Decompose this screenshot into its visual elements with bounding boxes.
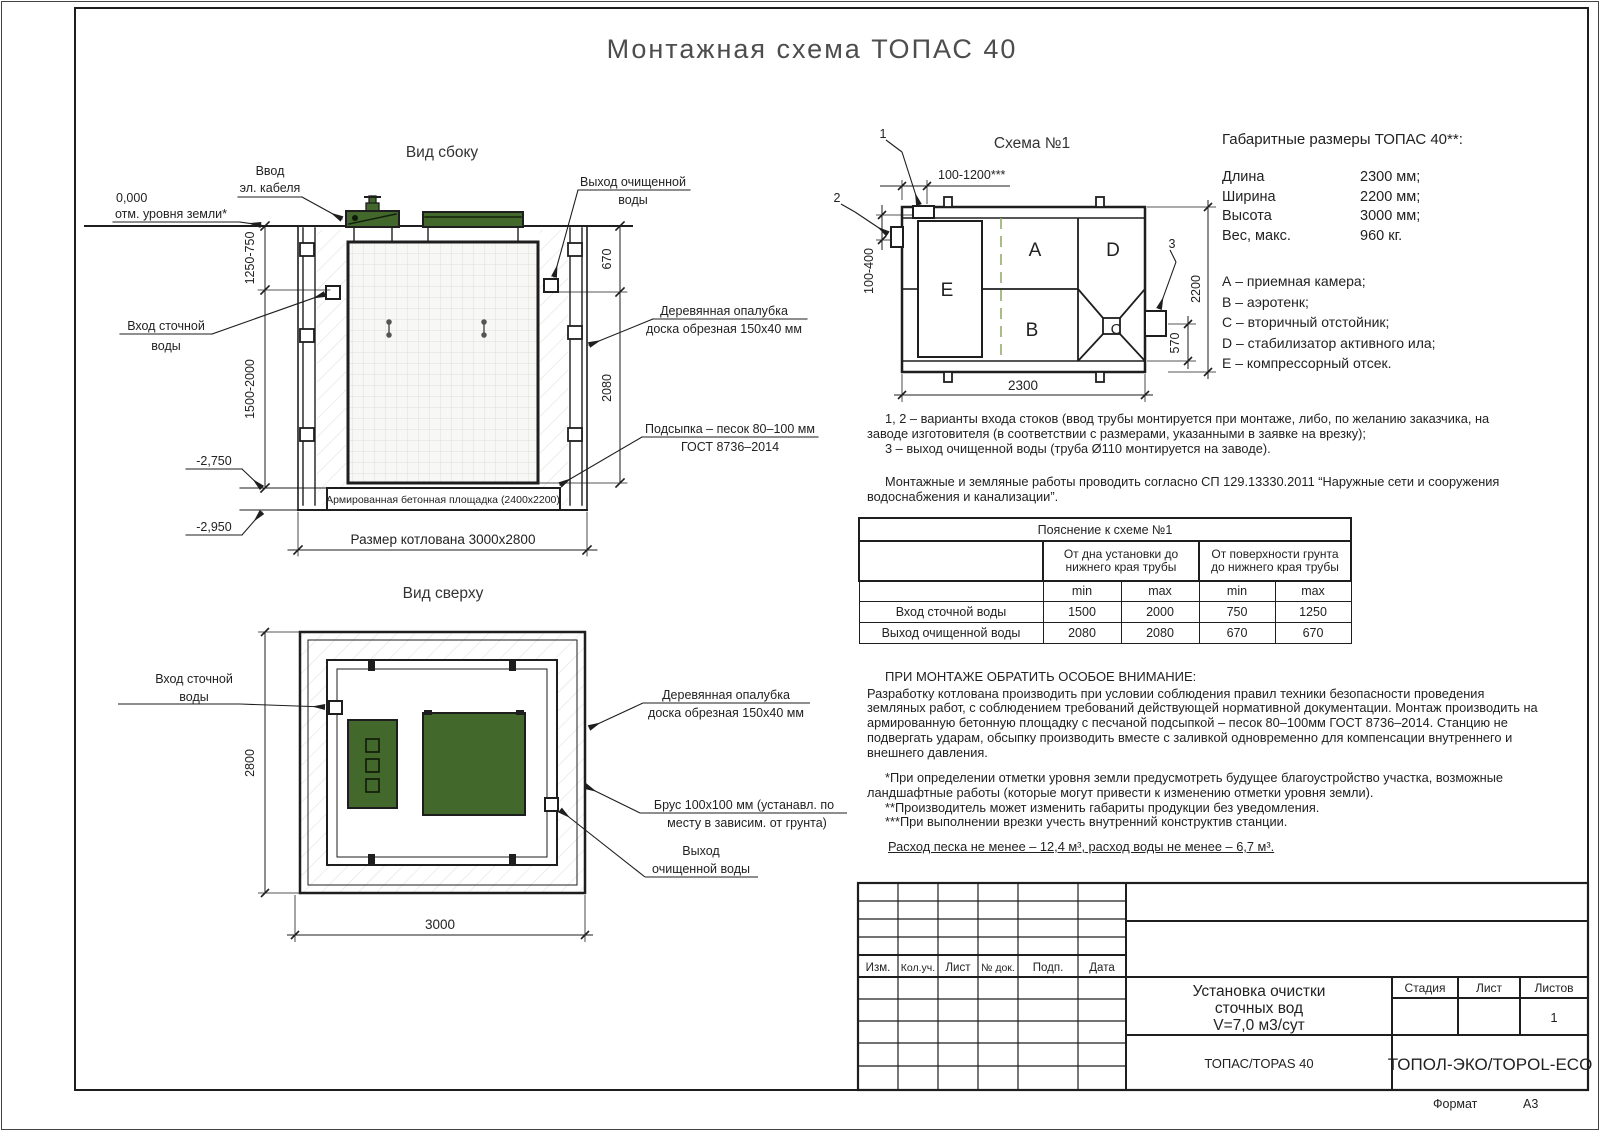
schema-dim-570: 570: [1168, 332, 1182, 354]
table-header-max: max: [1121, 581, 1199, 601]
schema-dim-left: 100-400: [862, 248, 876, 294]
inlet-pipe-top: [329, 701, 342, 714]
consumption-note: Расход песка не менее – 12,4 м³, расход воды не менее – 6,7 м³.: [888, 839, 1275, 855]
legend-item: В – аэротенк;: [1222, 293, 1309, 310]
note-line: Монтажные и земляные работы проводить согласно СП 129.13330.2011 “Наружные сети и сооружения: [885, 474, 1500, 490]
spec-row: [1222, 169, 1582, 189]
tb-product: ТОПАС/TOPAS 40: [1204, 1056, 1314, 1071]
attention-line: внешнего давления.: [867, 744, 988, 760]
spec-row: [1222, 189, 1582, 209]
table-row: [859, 622, 1351, 643]
tank-body: [348, 242, 538, 483]
dim-3000: 3000: [424, 917, 456, 932]
formwork-label-1: Деревянная опалубка: [660, 304, 788, 318]
legend-item: А – приемная камера;: [1222, 273, 1366, 290]
top-formwork-label-2: доска обрезная 150х40 мм: [648, 706, 804, 720]
table-header-min: min: [1199, 581, 1275, 601]
outlet-pipe-side: [544, 279, 558, 292]
tb-sheets-header: Листов: [1534, 981, 1574, 995]
table-group-1: От дна установки до нижнего края трубы: [1043, 541, 1199, 581]
row-label: Вход сточной воды: [859, 601, 1043, 622]
green-lid-left: [346, 196, 399, 227]
footnote: *При определении отметки уровня земли предусмотреть будущее благоустройство участка, возможные: [885, 770, 1504, 786]
table-header-min: min: [1043, 581, 1121, 601]
callout-2: 2: [833, 191, 841, 205]
tb-col-podp: Подп.: [1032, 962, 1064, 974]
side-view: [85, 144, 818, 556]
dim-1250-750: 1250-750: [243, 231, 257, 285]
schema-heading: Схема №1: [993, 135, 1071, 152]
ground-level-label: отм. уровня земли*: [115, 207, 228, 221]
spec-label: Длина: [1222, 169, 1265, 185]
compartment-a: A: [1028, 240, 1042, 261]
tb-stage-header: Стадия: [1404, 981, 1446, 995]
dimensions-spec-block: [1222, 131, 1582, 373]
spec-row: [1222, 208, 1582, 228]
footnote: ***При выполнении врезки учесть внутренний конструктив станции.: [885, 814, 1288, 830]
compartment-c: C: [1110, 321, 1122, 338]
table-header-max: max: [1275, 581, 1351, 601]
sand-label-1: Подсыпка – песок 80–100 мм: [645, 422, 815, 436]
attention-block: [867, 670, 1567, 855]
spec-value: 2200 мм;: [1360, 188, 1421, 205]
dim-2080: 2080: [600, 374, 614, 402]
note-line: водоснабжения и канализации”.: [867, 489, 1059, 505]
tb-col-izm: Изм.: [865, 962, 891, 974]
tb-col-data: Дата: [1089, 962, 1115, 974]
attention-line: армированную бетонную площадку с песчаной подсыпкой – песок 80–100мм ГОСТ 8736–2014. Станцию не: [867, 715, 1508, 731]
top-outlet-label-2: очищенной воды: [652, 862, 750, 876]
tb-col-list: Лист: [945, 962, 971, 974]
top-inlet-label-1: Вход сточной: [155, 672, 233, 686]
cable-label-1: Ввод: [255, 164, 285, 178]
spec-value: 960 кг.: [1360, 227, 1403, 244]
spec-label: Высота: [1222, 208, 1272, 225]
outlet-pipe-top: [545, 798, 558, 811]
cell: 670: [1199, 622, 1275, 643]
schema-inlet-1: [913, 206, 934, 218]
note-line: заводе изготовителя (в соответствии с размерами, указанными в заявке на врезку);: [867, 425, 1366, 441]
cell: 750: [1199, 601, 1275, 622]
cell: 1250: [1275, 601, 1351, 622]
top-view: [118, 585, 847, 942]
side-view-heading: Вид сбоку: [405, 144, 479, 161]
compartment-legend: [1222, 271, 1582, 373]
top-view-heading: Вид сверху: [402, 585, 484, 602]
dim-670: 670: [600, 248, 614, 270]
attention-line: земляных работ, с соблюдением требований действующей нормативной документации. Монтаж производить на: [867, 700, 1538, 716]
tb-company: ТОПОЛ-ЭКО/TOPOL-ECO: [1387, 1055, 1593, 1074]
spec-row: [1222, 228, 1582, 248]
title-block: [858, 883, 1592, 1111]
cell: 2080: [1043, 622, 1121, 643]
spec-value: 2300 мм;: [1360, 169, 1421, 185]
table-row: [859, 601, 1351, 622]
callout-3: 3: [1168, 237, 1176, 251]
legend-item: D – стабилизатор активного ила;: [1222, 334, 1436, 351]
cell: 2000: [1121, 601, 1199, 622]
green-lid-right: [423, 212, 523, 227]
sand-label-2: ГОСТ 8736–2014: [680, 440, 780, 454]
cable-label-2: эл. кабеля: [239, 181, 301, 195]
tb-col-ndok: № док.: [981, 962, 1015, 974]
tb-doc-line2: сточных вод: [1214, 1000, 1304, 1017]
note-line: 1, 2 – варианты входа стоков (ввод трубы монтируется при монтаже, либо, по желанию заказчика, на: [885, 411, 1490, 426]
compartment-d: D: [1106, 240, 1120, 261]
pit-size-label: Размер котлована 3000х2800: [350, 532, 536, 547]
zero-level-label: 0,000: [116, 191, 148, 205]
footnote: ландшафтные работы (которые могут привести к изменению отметки уровня земли).: [867, 784, 1374, 800]
tb-col-koluch: Кол.уч.: [900, 962, 936, 974]
footnote: **Производитель может изменить габариты продукции без уведомления.: [885, 799, 1320, 815]
table-title: Пояснение к схеме №1: [859, 518, 1351, 541]
level-2950: -2,950: [196, 520, 232, 534]
outlet-label-2: воды: [618, 193, 648, 207]
inlet-label-2: воды: [151, 339, 181, 353]
schema-dim-bottom: 2300: [1007, 378, 1039, 393]
beam-label-1: Брус 100х100 мм (устанавл. по: [653, 798, 835, 812]
page-title: Монтажная схема ТОПАС 40: [606, 34, 1018, 64]
tb-sheets-value: 1: [1550, 1010, 1558, 1025]
top-outlet-label-1: Выход: [682, 844, 720, 858]
tb-sheet-header: Лист: [1475, 981, 1503, 995]
callout-1: 1: [879, 127, 887, 141]
schema-dim-right: 2200: [1189, 275, 1203, 303]
top-inlet-label-2: воды: [179, 690, 209, 704]
legend-item: С – вторичный отстойник;: [1222, 314, 1390, 331]
slab-label: Армированная бетонная площадка (2400х2200): [326, 494, 560, 506]
explanation-table: [858, 517, 1352, 644]
tb-doc-line1: Установка очистки: [1192, 983, 1326, 1000]
note-line: 3 – выход очищенной воды (труба Ø110 монтируется на заводе).: [885, 440, 1271, 456]
top-formwork-label-1: Деревянная опалубка: [662, 688, 790, 702]
attention-heading: ПРИ МОНТАЖЕ ОБРАТИТЬ ОСОБОЕ ВНИМАНИЕ:: [885, 669, 1197, 684]
level-2750: -2,750: [196, 454, 232, 468]
compartment-b: B: [1025, 320, 1039, 341]
dim-1500-2000: 1500-2000: [243, 359, 257, 419]
tb-doc-line3: V=7,0 м3/сут: [1213, 1017, 1305, 1034]
cell: 2080: [1121, 622, 1199, 643]
schema-outlet-3: [1145, 311, 1166, 336]
main-lid-top: [423, 713, 525, 815]
schema-inlet-2: [891, 227, 903, 247]
spec-value: 3000 мм;: [1360, 208, 1421, 225]
compartment-e: E: [940, 280, 954, 301]
beam-label-2: месту в зависим. от грунта): [667, 816, 827, 830]
spec-label: Ширина: [1222, 188, 1276, 205]
compressor-hatches: [366, 739, 379, 792]
legend-item: Е – компрессорный отсек.: [1222, 355, 1392, 371]
schema-dim-top: 100-1200***: [938, 168, 1006, 182]
schema-1: [834, 127, 1216, 402]
formwork-label-2: доска обрезная 150х40 мм: [646, 322, 802, 336]
cell: 670: [1275, 622, 1351, 643]
attention-line: подвергать ударам, обсыпку производить вместе с заливкой одновременно для компенсации внутреннего и: [867, 729, 1513, 745]
format-label: Формат: [1433, 1097, 1478, 1111]
specs-heading: Габаритные размеры ТОПАС 40**:: [1222, 131, 1463, 148]
table-group-2: От поверхности грунта до нижнего края трубы: [1199, 541, 1351, 581]
row-label: Выход очищенной воды: [859, 622, 1043, 643]
dim-2800: 2800: [243, 749, 257, 777]
attention-line: Разработку котлована производить при условии соблюдения правил техники безопасности проведения: [867, 685, 1485, 701]
notes-block: [867, 412, 1567, 505]
outlet-label-1: Выход очищенной: [580, 175, 686, 189]
format-value: А3: [1523, 1097, 1539, 1111]
cell: 1500: [1043, 601, 1121, 622]
inlet-label-1: Вход сточной: [127, 319, 205, 333]
spec-label: Вес, макс.: [1222, 227, 1291, 244]
inlet-pipe-side: [326, 286, 340, 299]
